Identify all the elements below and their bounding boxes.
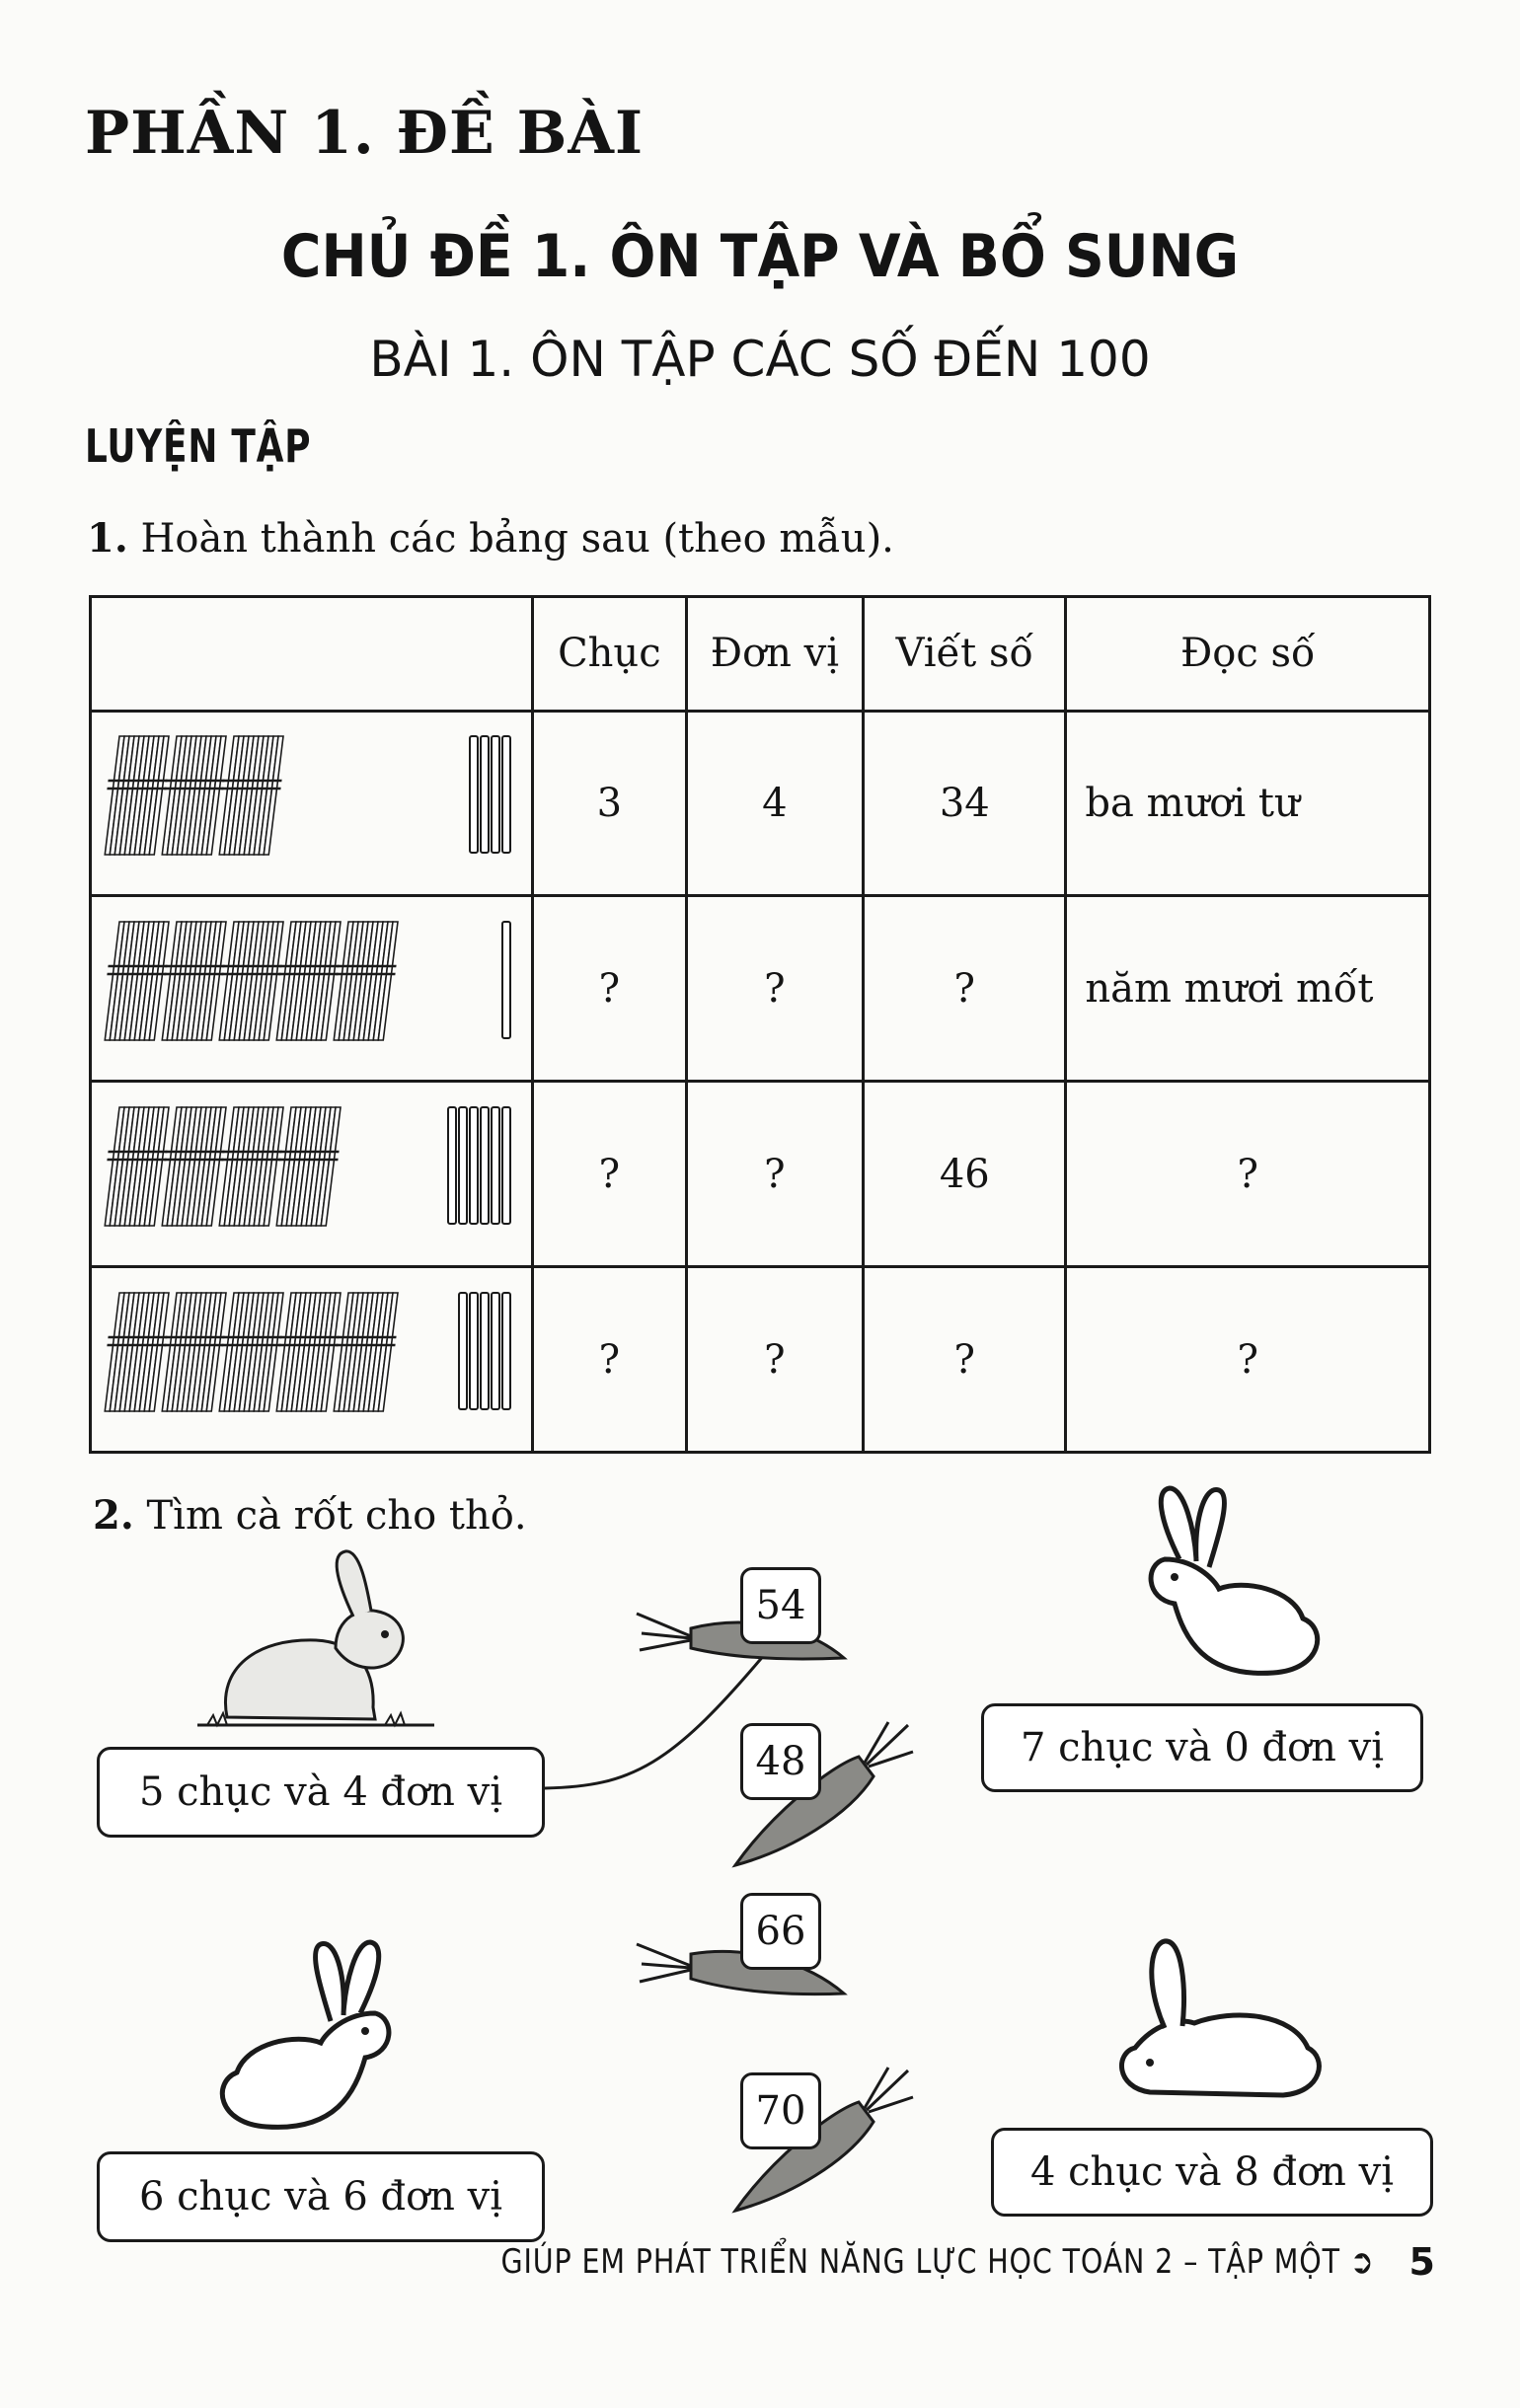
single-stick-icon — [481, 736, 489, 853]
carrot-number-66[interactable]: 66 — [740, 1893, 821, 1970]
single-stick-icon — [481, 1107, 489, 1224]
single-stick-icon — [470, 1293, 478, 1409]
exercise-2-text: Tìm cà rốt cho thỏ. — [146, 1493, 527, 1539]
single-stick-icon — [502, 922, 510, 1038]
cell-chuc[interactable]: ? — [532, 1082, 686, 1267]
single-stick-icon — [502, 1107, 510, 1224]
single-stick-icon — [502, 1293, 510, 1409]
sticks-picture — [91, 1082, 533, 1267]
cell-chuc[interactable]: ? — [532, 896, 686, 1082]
lesson-title: BÀI 1. ÔN TẬP CÁC SỐ ĐẾN 100 — [369, 331, 1151, 388]
single-stick-icon — [470, 736, 478, 853]
sticks-drawing — [94, 724, 528, 872]
page-number: 5 — [1408, 2240, 1435, 2284]
footer-book-title — [501, 2242, 1421, 2282]
sticks-picture — [91, 896, 533, 1082]
sticks-drawing — [94, 1095, 528, 1243]
table-row — [91, 1082, 1430, 1267]
rabbit-label[interactable]: 6 chục và 6 đơn vị — [97, 2151, 545, 2242]
header-don-vi: Đơn vị — [686, 597, 863, 712]
header-doc-so: Đọc số — [1066, 597, 1430, 712]
cell-doc-so[interactable]: năm mươi mốt — [1066, 896, 1430, 1082]
cell-chuc[interactable]: 3 — [532, 711, 686, 896]
rabbit-icon — [1105, 1929, 1332, 2117]
cell-don-vi[interactable]: ? — [686, 896, 863, 1082]
single-stick-icon — [470, 1107, 478, 1224]
sticks-drawing — [94, 1281, 528, 1429]
bundle-of-ten-icon — [100, 922, 174, 1040]
rabbit-label[interactable]: 4 chục và 8 đơn vị — [991, 2128, 1433, 2217]
bundle-of-ten-icon — [100, 736, 174, 855]
carrot-number-70[interactable]: 70 — [740, 2072, 821, 2149]
header-viet-so: Viết số — [864, 597, 1066, 712]
cell-don-vi[interactable]: ? — [686, 1082, 863, 1267]
exercise-2-number: 2. — [93, 1492, 134, 1539]
table-row — [91, 896, 1430, 1082]
single-stick-icon — [502, 736, 510, 853]
rabbit-label[interactable]: 7 chục và 0 đơn vị — [981, 1703, 1423, 1792]
cell-viet-so[interactable]: 46 — [864, 1082, 1066, 1267]
cell-viet-so[interactable]: 34 — [864, 711, 1066, 896]
single-stick-icon — [481, 1293, 489, 1409]
topic-title: CHỦ ĐỀ 1. ÔN TẬP VÀ BỔ SUNG — [280, 222, 1240, 291]
carrot-number-54[interactable]: 54 — [740, 1567, 821, 1644]
bundle-of-ten-icon — [100, 1293, 174, 1411]
header-picture-cell — [91, 597, 533, 712]
sticks-drawing — [94, 910, 528, 1058]
cell-chuc[interactable]: ? — [532, 1267, 686, 1453]
single-stick-icon — [492, 1293, 499, 1409]
cell-doc-so[interactable]: ba mươi tư — [1066, 711, 1430, 896]
rabbit-icon — [1125, 1480, 1332, 1688]
part-title: PHẦN 1. ĐỀ BÀI — [85, 99, 645, 168]
cell-don-vi[interactable]: ? — [686, 1267, 863, 1453]
exercise-1-number: 1. — [87, 515, 128, 562]
sticks-picture — [91, 711, 533, 896]
single-stick-icon — [492, 1107, 499, 1224]
single-stick-icon — [459, 1293, 467, 1409]
table-row — [91, 1267, 1430, 1453]
cell-don-vi[interactable]: 4 — [686, 711, 863, 896]
table-row — [91, 711, 1430, 896]
rabbit-icon — [197, 1929, 405, 2142]
header-chuc: Chục — [532, 597, 686, 712]
practice-heading: LUYỆN TẬP — [85, 419, 312, 473]
carrot-number-48[interactable]: 48 — [740, 1723, 821, 1800]
cell-viet-so[interactable]: ? — [864, 896, 1066, 1082]
rabbit-label[interactable]: 5 chục và 4 đơn vị — [97, 1747, 545, 1838]
exercise-1-text: Hoàn thành các bảng sau (theo mẫu). — [140, 516, 894, 562]
footer-text: GIÚP EM PHÁT TRIỂN NĂNG LỰC HỌC TOÁN 2 – TẬP MỘT — [500, 2242, 1341, 2282]
table-header-row — [91, 597, 1430, 712]
place-value-table — [89, 595, 1431, 1454]
cell-doc-so[interactable]: ? — [1066, 1267, 1430, 1453]
single-stick-icon — [492, 736, 499, 853]
bundle-of-ten-icon — [100, 1107, 174, 1226]
exercise-1-prompt — [87, 515, 894, 562]
cell-doc-so[interactable]: ? — [1066, 1082, 1430, 1267]
single-stick-icon — [448, 1107, 456, 1224]
exercise-2-prompt — [93, 1492, 527, 1539]
rabbit-icon — [188, 1549, 444, 1747]
sticks-picture — [91, 1267, 533, 1453]
single-stick-icon — [459, 1107, 467, 1224]
cell-viet-so[interactable]: ? — [864, 1267, 1066, 1453]
arrow-icon: ➲ — [1350, 2242, 1375, 2282]
